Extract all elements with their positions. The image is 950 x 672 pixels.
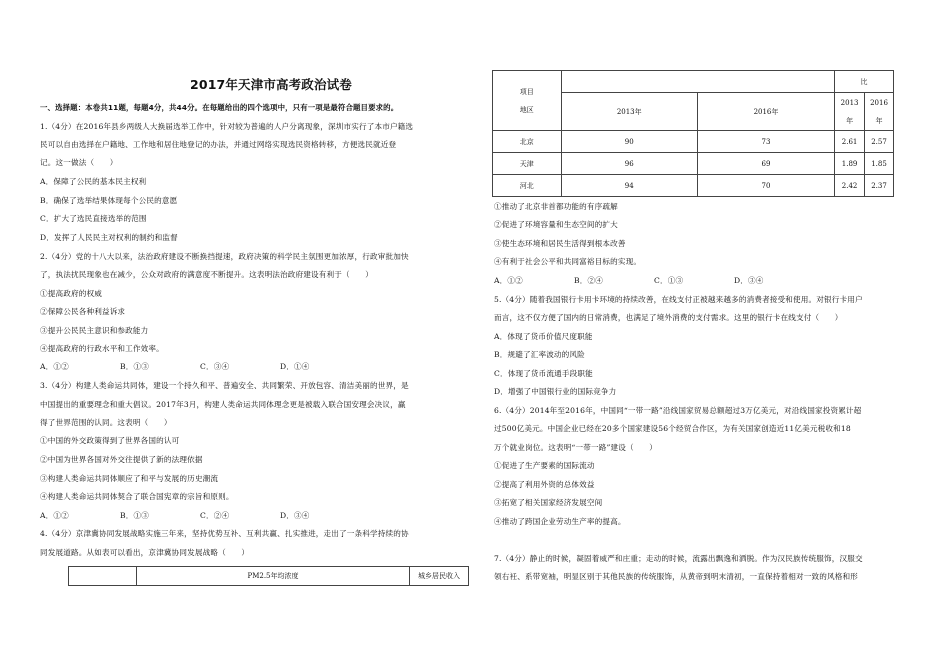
q4-option-d: D．③④ [734,276,764,285]
q3-option-a: A．①② [40,511,69,520]
table-head-item: 项目 [519,87,534,96]
row-pm-2013: 90 [561,131,697,153]
q5-option-b: B．规避了汇率波动的风险 [494,350,585,359]
q3-item-2: ②中国为世界各国对外交往提供了新的法理依据 [40,455,203,464]
q3-options [40,511,360,521]
q4-option-b: B．②④ [574,276,603,285]
q3-item-4: ④构建人类命运共同体契合了联合国宪章的宗旨和原则。 [40,492,234,501]
q7-line-2: 领右衽、系带宽袖，明显区别于其他民族的传统服饰，从黄帝到明末清初，一直保持着相对一致的风格和形 [494,572,858,581]
row-ratio-2013: 2.42 [835,175,865,197]
table-row [493,175,894,197]
q4-table-part2 [492,70,894,197]
q2-line-2: 了，执法扰民现象也在减少，公众对政府的满意度不断提升。这表明法治政府建设有利于（ ） [40,270,373,279]
q3-option-d: D．③④ [280,511,310,520]
q4-option-a: A．①② [494,276,523,285]
q2-item-4: ④提高政府的行政水平和工作效率。 [40,344,164,353]
ratio-col-2016-suffix: 年 [875,116,883,125]
q4-item-1: ①推动了北京非首都功能的有序疏解 [494,202,618,211]
row-ratio-2013: 2.61 [835,131,865,153]
q6-line-3: 万个就业岗位。这表明“一带一路”建设（ ） [494,443,657,452]
pm25-header: PM2.5年均浓度 [137,567,410,586]
row-pm-2016: 69 [697,153,834,175]
row-pm-2016: 73 [697,131,834,153]
q1-option-d: D．发挥了人民民主对权利的制约和监督 [40,233,178,242]
q2-item-3: ③提升公民民主意识和参政能力 [40,326,149,335]
q3-line-1: 3.（4分）构建人类命运共同体，建设一个持久和平、普遍安全、共同繁荣、开放包容、清洁美丽的世界，是 [40,381,409,390]
q1-line-2: 民可以自由选择在户籍地、工作地和居住地登记的办法，并通过网络实现选民资格转移，方便选民就近登 [40,140,397,149]
q7-line-1: 7.（4分）静止的时候，凝固着威严和庄重；走动的时候，流露出飘逸和洒脱。作为汉民族传统服饰，汉服交 [494,554,863,563]
q5-option-a: A．体现了货币价值尺度职能 [494,332,593,341]
row-ratio-2016: 2.57 [865,131,894,153]
ratio-col-2013-suffix: 年 [846,116,854,125]
table-row [493,131,894,153]
row-region: 河北 [493,175,562,197]
section-heading: 一、选择题：本卷共11题，每题4分，共44分。在每题给出的四个选项中，只有一项是最符合题目要求的。 [40,103,399,112]
ratio-col-2016: 2016 [870,98,888,107]
row-region: 天津 [493,153,562,175]
q3-option-c: C．②④ [200,511,230,520]
table-row [493,153,894,175]
ratio-col-2013: 2013 [840,98,859,107]
q6-item-4: ④推动了跨国企业劳动生产率的提高。 [494,517,626,526]
col-2016: 2016年 [697,93,834,131]
q2-option-d: D．①④ [280,362,310,371]
q2-option-b: B．①③ [120,362,149,371]
q4-options [494,276,814,286]
q2-options [40,362,360,372]
income-header: 城乡居民收入 [410,567,469,586]
q2-item-2: ②保障公民各种利益诉求 [40,307,126,316]
q2-line-1: 2.（4分）党的十八大以来，法治政府建设不断换挡提速，政府决策的科学民主氛围更加浓厚，行政审批加快 [40,252,409,261]
table-head-region: 地区 [519,105,534,114]
table-head-ratio: 比 [835,71,894,93]
row-ratio-2016: 1.85 [865,153,894,175]
q4-option-c: C．①③ [654,276,684,285]
q6-line-2: 过500亿美元。中国企业已经在20多个国家建设56个经贸合作区，为有关国家创造近11亿美元税收和18 [494,424,851,433]
q1-option-b: B．确保了选举结果体现每个公民的意愿 [40,196,178,205]
page-title: 2017年天津市高考政治试卷 [190,77,352,92]
q6-item-2: ②提高了利用外资的总体效益 [494,480,595,489]
row-pm-2013: 94 [561,175,697,197]
q5-line-2: 而言，这不仅方便了国内的日常消费，也满足了境外消费的支付需求。这里的银行卡在线支付（ ） [494,313,843,322]
q6-line-1: 6.（4分）2014年至2016年，中国同“一带一路”沿线国家贸易总额超过3万亿美元，对沿线国家投资累计超 [494,406,862,415]
q5-option-c: C．体现了货币流通手段职能 [494,369,593,378]
q4-item-4: ④有利于社会公平和共同富裕目标的实现。 [494,257,642,266]
row-ratio-2016: 2.37 [865,175,894,197]
q6-item-1: ①促进了生产要素的国际流动 [494,461,595,470]
q4-table-part1 [68,566,469,586]
q3-line-2: 中国提出的重要理念和重大倡议。2017年3月，构建人类命运共同体理念更是被载入联合国安理会决议，赢 [40,400,406,409]
q4-item-3: ③使生态环境和居民生活得到根本改善 [494,239,626,248]
q5-line-1: 5.（4分）随着我国银行卡用卡环境的持续改善，在线支付正被越来越多的消费者接受和使用。对银行卡用户 [494,295,863,304]
row-ratio-2013: 1.89 [835,153,865,175]
q2-item-1: ①提高政府的权威 [40,289,102,298]
q4-item-2: ②促进了环境容量和生态空间的扩大 [494,220,618,229]
q1-option-c: C．扩大了选民直接选举的范围 [40,214,147,223]
q1-line-3: 记。这一做法（ ） [40,158,118,167]
q1-line-1: 1.（4分）在2016年县乡两级人大换届选举工作中，针对较为普遍的人户分离现象，深圳市实行了本市户籍选 [40,122,414,131]
row-pm-2016: 70 [697,175,834,197]
row-region: 北京 [493,131,562,153]
q3-line-3: 得了世界范围的认同。这表明（ ） [40,418,172,427]
q2-option-a: A．①② [40,362,69,371]
q4-line-2: 同发展道路。从如表可以看出，京津冀协同发展战略（ ） [40,548,250,557]
q5-option-d: D．增强了中国银行业的国际竞争力 [494,387,617,396]
col-2013: 2013年 [561,93,697,131]
q3-item-1: ①中国的外交政策得到了世界各国的认可 [40,436,180,445]
row-pm-2013: 96 [561,153,697,175]
q1-option-a: A．保障了公民的基本民主权利 [40,177,147,186]
q2-option-c: C．③④ [200,362,230,371]
q6-item-3: ③拓宽了相关国家经济发展空间 [494,498,603,507]
q3-item-3: ③构建人类命运共同体顺应了和平与发展的历史潮流 [40,474,219,483]
q4-line-1: 4.（4分）京津冀协同发展战略实施三年来，坚持优势互补、互利共赢、扎实推进，走出了一条科学持续的协 [40,529,409,538]
q3-option-b: B．①③ [120,511,149,520]
